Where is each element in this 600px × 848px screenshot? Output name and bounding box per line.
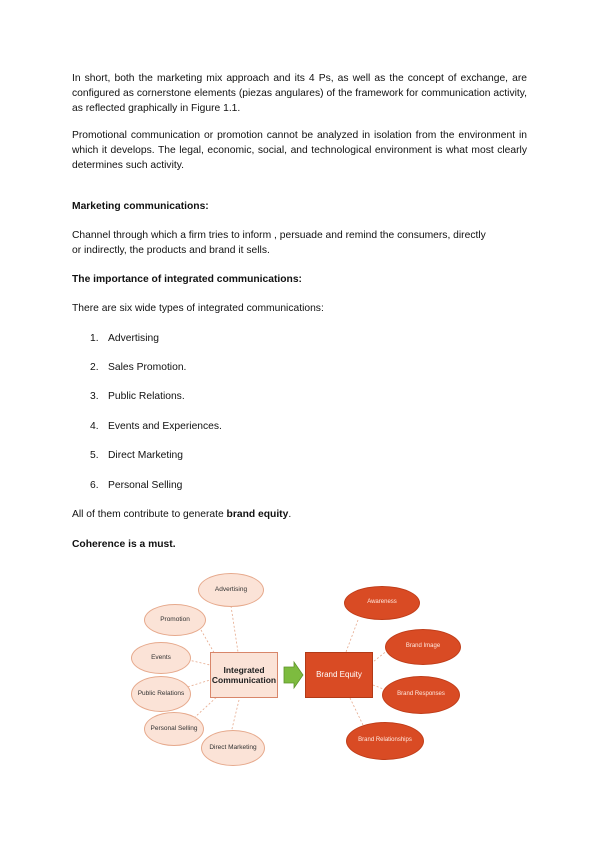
arrow-right-icon [284,662,303,688]
list-item: 3. Public Relations. [90,391,185,402]
integrated-communication-box: Integrated Communication [210,652,278,698]
promotion-node: Promotion [144,604,206,636]
marketing-communications-heading: Marketing communications: [72,201,209,212]
connector-line [194,694,220,718]
marketing-communications-line-2: or indirectly, the products and brand it sells. [72,245,270,256]
promotion-paragraph: Promotional communication or promotion cannot be analyzed in isolation from the environment in which it develops. The legal, economic, social, and technological environment is what most clearly determines such activity. [72,130,527,171]
brand-responses-node: Brand Responses [382,676,460,714]
brand-image-node: Brand Image [385,629,461,665]
awareness-node: Awareness [344,586,420,620]
brand-equity-box: Brand Equity [305,652,373,698]
brand-equity-emphasis: brand equity [226,509,289,520]
personal-selling-node: Personal Selling [144,712,204,746]
integrated-communications-intro: There are six wide types of integrated communications: [72,303,324,314]
direct-marketing-node: Direct Marketing [201,730,265,766]
list-item: 1. Advertising [90,333,159,344]
public-relations-node: Public Relations [131,676,191,712]
connector-line [373,685,386,690]
events-node: Events [131,642,191,674]
intro-paragraph: In short, both the marketing mix approach and its 4 Ps, as well as the concept of exchange, are configured as cornerstone elements (piezas angulares) of the framework for communication activity, as reflected graphically in Figure 1.1. [72,73,527,114]
brand-equity-sentence: All of them contribute to generate brand equity. [72,509,292,520]
integrated-communications-heading: The importance of integrated communications: [72,274,302,285]
list-item: 6. Personal Selling [90,480,183,491]
list-item: 4. Events and Experiences. [90,421,222,432]
advertising-node: Advertising [198,573,264,607]
connector-line [231,606,238,652]
list-item: 2. Sales Promotion. [90,362,187,373]
connector-line [231,700,239,733]
connector-line [201,630,216,656]
connector-line [350,698,363,725]
connector-line [180,658,210,665]
connector-line [184,680,210,688]
connector-line [373,650,388,662]
coherence-heading: Coherence is a must. [72,539,176,550]
connector-line [346,620,358,652]
marketing-communications-line-1: Channel through which a firm tries to inform , persuade and remind the consumers, directly [72,230,486,241]
marketing-communications-text [72,228,527,258]
brand-relationships-node: Brand Relationships [346,722,424,760]
list-item: 5. Direct Marketing [90,450,183,461]
